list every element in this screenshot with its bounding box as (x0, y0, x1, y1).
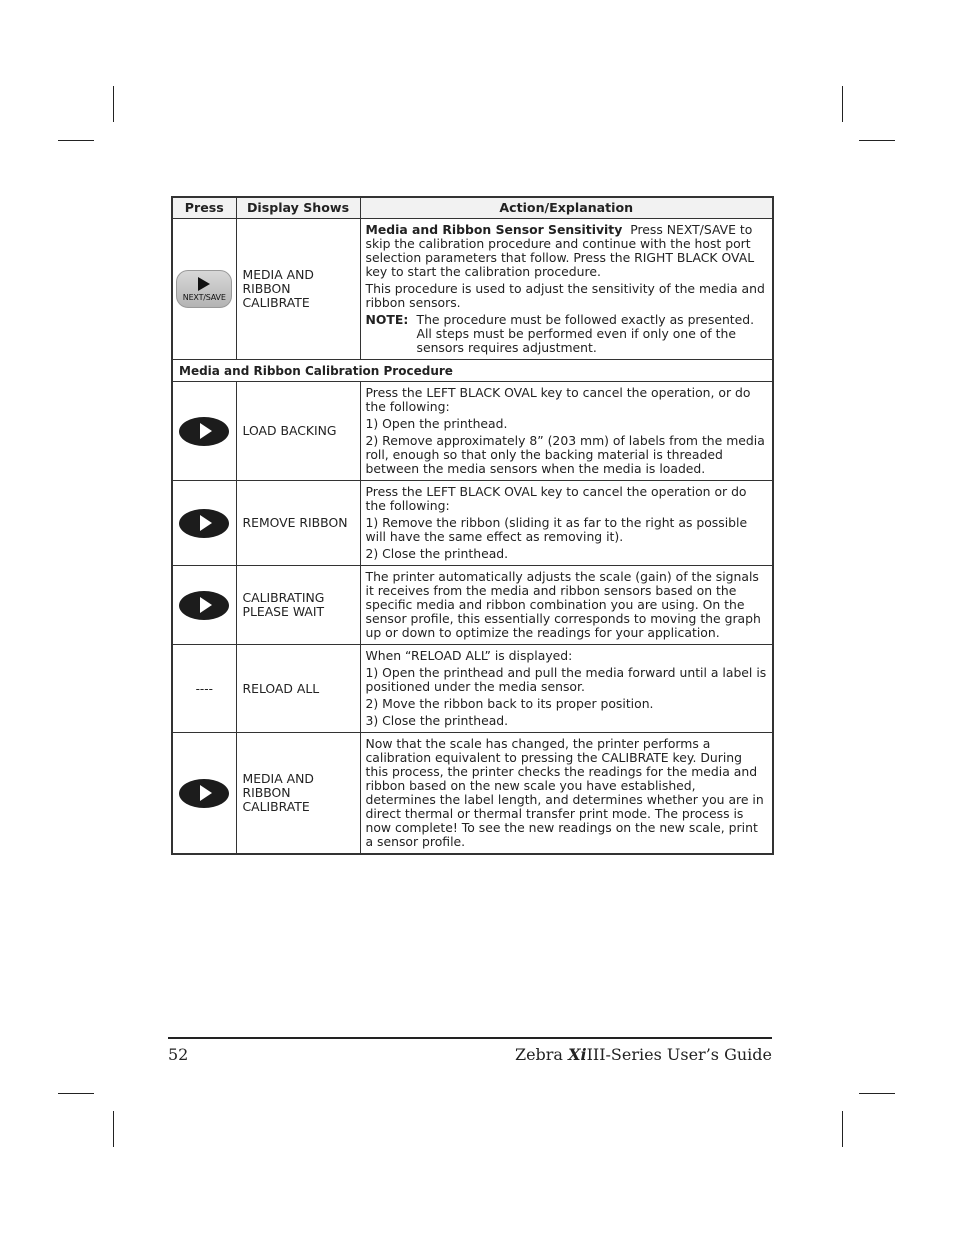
crop-mark (842, 86, 843, 122)
crop-mark (113, 1111, 114, 1147)
note (366, 313, 768, 355)
footer-title (515, 1045, 772, 1064)
footer-rule (168, 1037, 772, 1039)
display-cell: LOAD BACKING (236, 382, 360, 481)
action-paragraph: This procedure is used to adjust the sensitivity of the media and ribbon sensors. (365, 281, 765, 310)
table-row (172, 219, 773, 360)
action-title: Media and Ribbon Sensor Sensitivity (365, 222, 623, 237)
play-triangle-icon (198, 277, 210, 291)
action-cell (360, 382, 773, 481)
action-paragraph: Now that the scale has changed, the printer performs a calibration equivalent to pressing the CALIBRATE key. During this process, the printer checks the readings for the media and ribbon based on the new scale you have established, determines the label length, and determines whether you are in direct thermal or thermal transfer print mode. The process is now complete! To see the new readings on the new scale, print a sensor profile. (365, 736, 764, 849)
action-paragraph: 1) Open the printhead and pull the media forward until a label is positioned under the media sensor. (365, 665, 767, 694)
header-press: Press (172, 197, 236, 219)
action-paragraph: When “RELOAD ALL” is displayed: (365, 648, 573, 663)
crop-mark (859, 1093, 895, 1094)
action-text: Press NEXT/SAVE to skip the calibration procedure and continue with the host port selection parameters that follow. Press the RIGHT BLACK OVAL key to start the calibration procedure. (365, 222, 755, 279)
table-row (172, 645, 773, 733)
action-paragraph: 1) Remove the ribbon (sliding it as far to the right as possible will have the same effect as removing it). (365, 515, 748, 544)
display-cell: MEDIA AND RIBBON CALIBRATE (236, 733, 360, 855)
table-row (172, 566, 773, 645)
press-cell (172, 219, 236, 360)
display-cell: REMOVE RIBBON (236, 481, 360, 566)
section-title: Media and Ribbon Calibration Procedure (172, 360, 773, 382)
header-display-shows: Display Shows (236, 197, 360, 219)
calibration-procedure-table (171, 196, 774, 855)
action-paragraph: 2) Move the ribbon back to its proper position. (365, 696, 654, 711)
page-number: 52 (168, 1045, 189, 1064)
note-text: The procedure must be followed exactly as presented. All steps must be performed even if only one of the sensors requires adjustment. (416, 312, 755, 355)
action-paragraph: Press the LEFT BLACK OVAL key to cancel the operation or do the following: (365, 484, 747, 513)
display-cell: CALIBRATING PLEASE WAIT (236, 566, 360, 645)
action-cell (360, 566, 773, 645)
action-cell (360, 219, 773, 360)
action-paragraph: 3) Close the printhead. (365, 713, 509, 728)
right-black-oval-key-icon (179, 591, 229, 620)
table-row (172, 481, 773, 566)
action-paragraph: 2) Remove approximately 8” (203 mm) of labels from the media roll, enough so that only the backing material is threaded between the media sensors when the media is loaded. (365, 433, 765, 476)
press-cell (172, 566, 236, 645)
crop-mark (58, 140, 94, 141)
action-paragraph: 1) Open the printhead. (365, 416, 508, 431)
footer-title-italic: Xi (568, 1045, 587, 1064)
action-cell (360, 733, 773, 855)
play-triangle-icon (200, 785, 212, 801)
table-row (172, 382, 773, 481)
press-cell (172, 733, 236, 855)
crop-mark (859, 140, 895, 141)
right-black-oval-key-icon (179, 509, 229, 538)
display-cell: RELOAD ALL (236, 645, 360, 733)
play-triangle-icon (200, 423, 212, 439)
action-paragraph: The printer automatically adjusts the scale (gain) of the signals it receives from the media and ribbon sensors based on the specific media and ribbon combination you are using. On the sensor profile, this essentially corresponds to moving the graph up or down to optimize the readings for your application. (365, 569, 761, 640)
play-triangle-icon (200, 515, 212, 531)
section-row (172, 360, 773, 382)
table-row (172, 733, 773, 855)
footer-title-prefix: Zebra (514, 1045, 569, 1064)
crop-mark (113, 86, 114, 122)
press-cell (172, 382, 236, 481)
crop-mark (842, 1111, 843, 1147)
press-cell (172, 481, 236, 566)
header-action-explanation: Action/Explanation (360, 197, 773, 219)
action-cell (360, 481, 773, 566)
right-black-oval-key-icon (179, 417, 229, 446)
next-save-key-label: NEXT/SAVE (182, 292, 226, 302)
next-save-key-icon (176, 270, 232, 308)
right-black-oval-key-icon (179, 779, 229, 808)
action-cell (360, 645, 773, 733)
play-triangle-icon (200, 597, 212, 613)
action-paragraph: 2) Close the printhead. (365, 546, 509, 561)
footer-title-suffix: III-Series User’s Guide (586, 1045, 772, 1064)
note-label: NOTE: (365, 312, 409, 327)
display-cell: MEDIA AND RIBBON CALIBRATE (236, 219, 360, 360)
action-paragraph (366, 223, 768, 279)
crop-mark (58, 1093, 94, 1094)
table-header-row (172, 197, 773, 219)
press-cell: ---- (172, 645, 236, 733)
action-paragraph: Press the LEFT BLACK OVAL key to cancel the operation, or do the following: (365, 385, 751, 414)
